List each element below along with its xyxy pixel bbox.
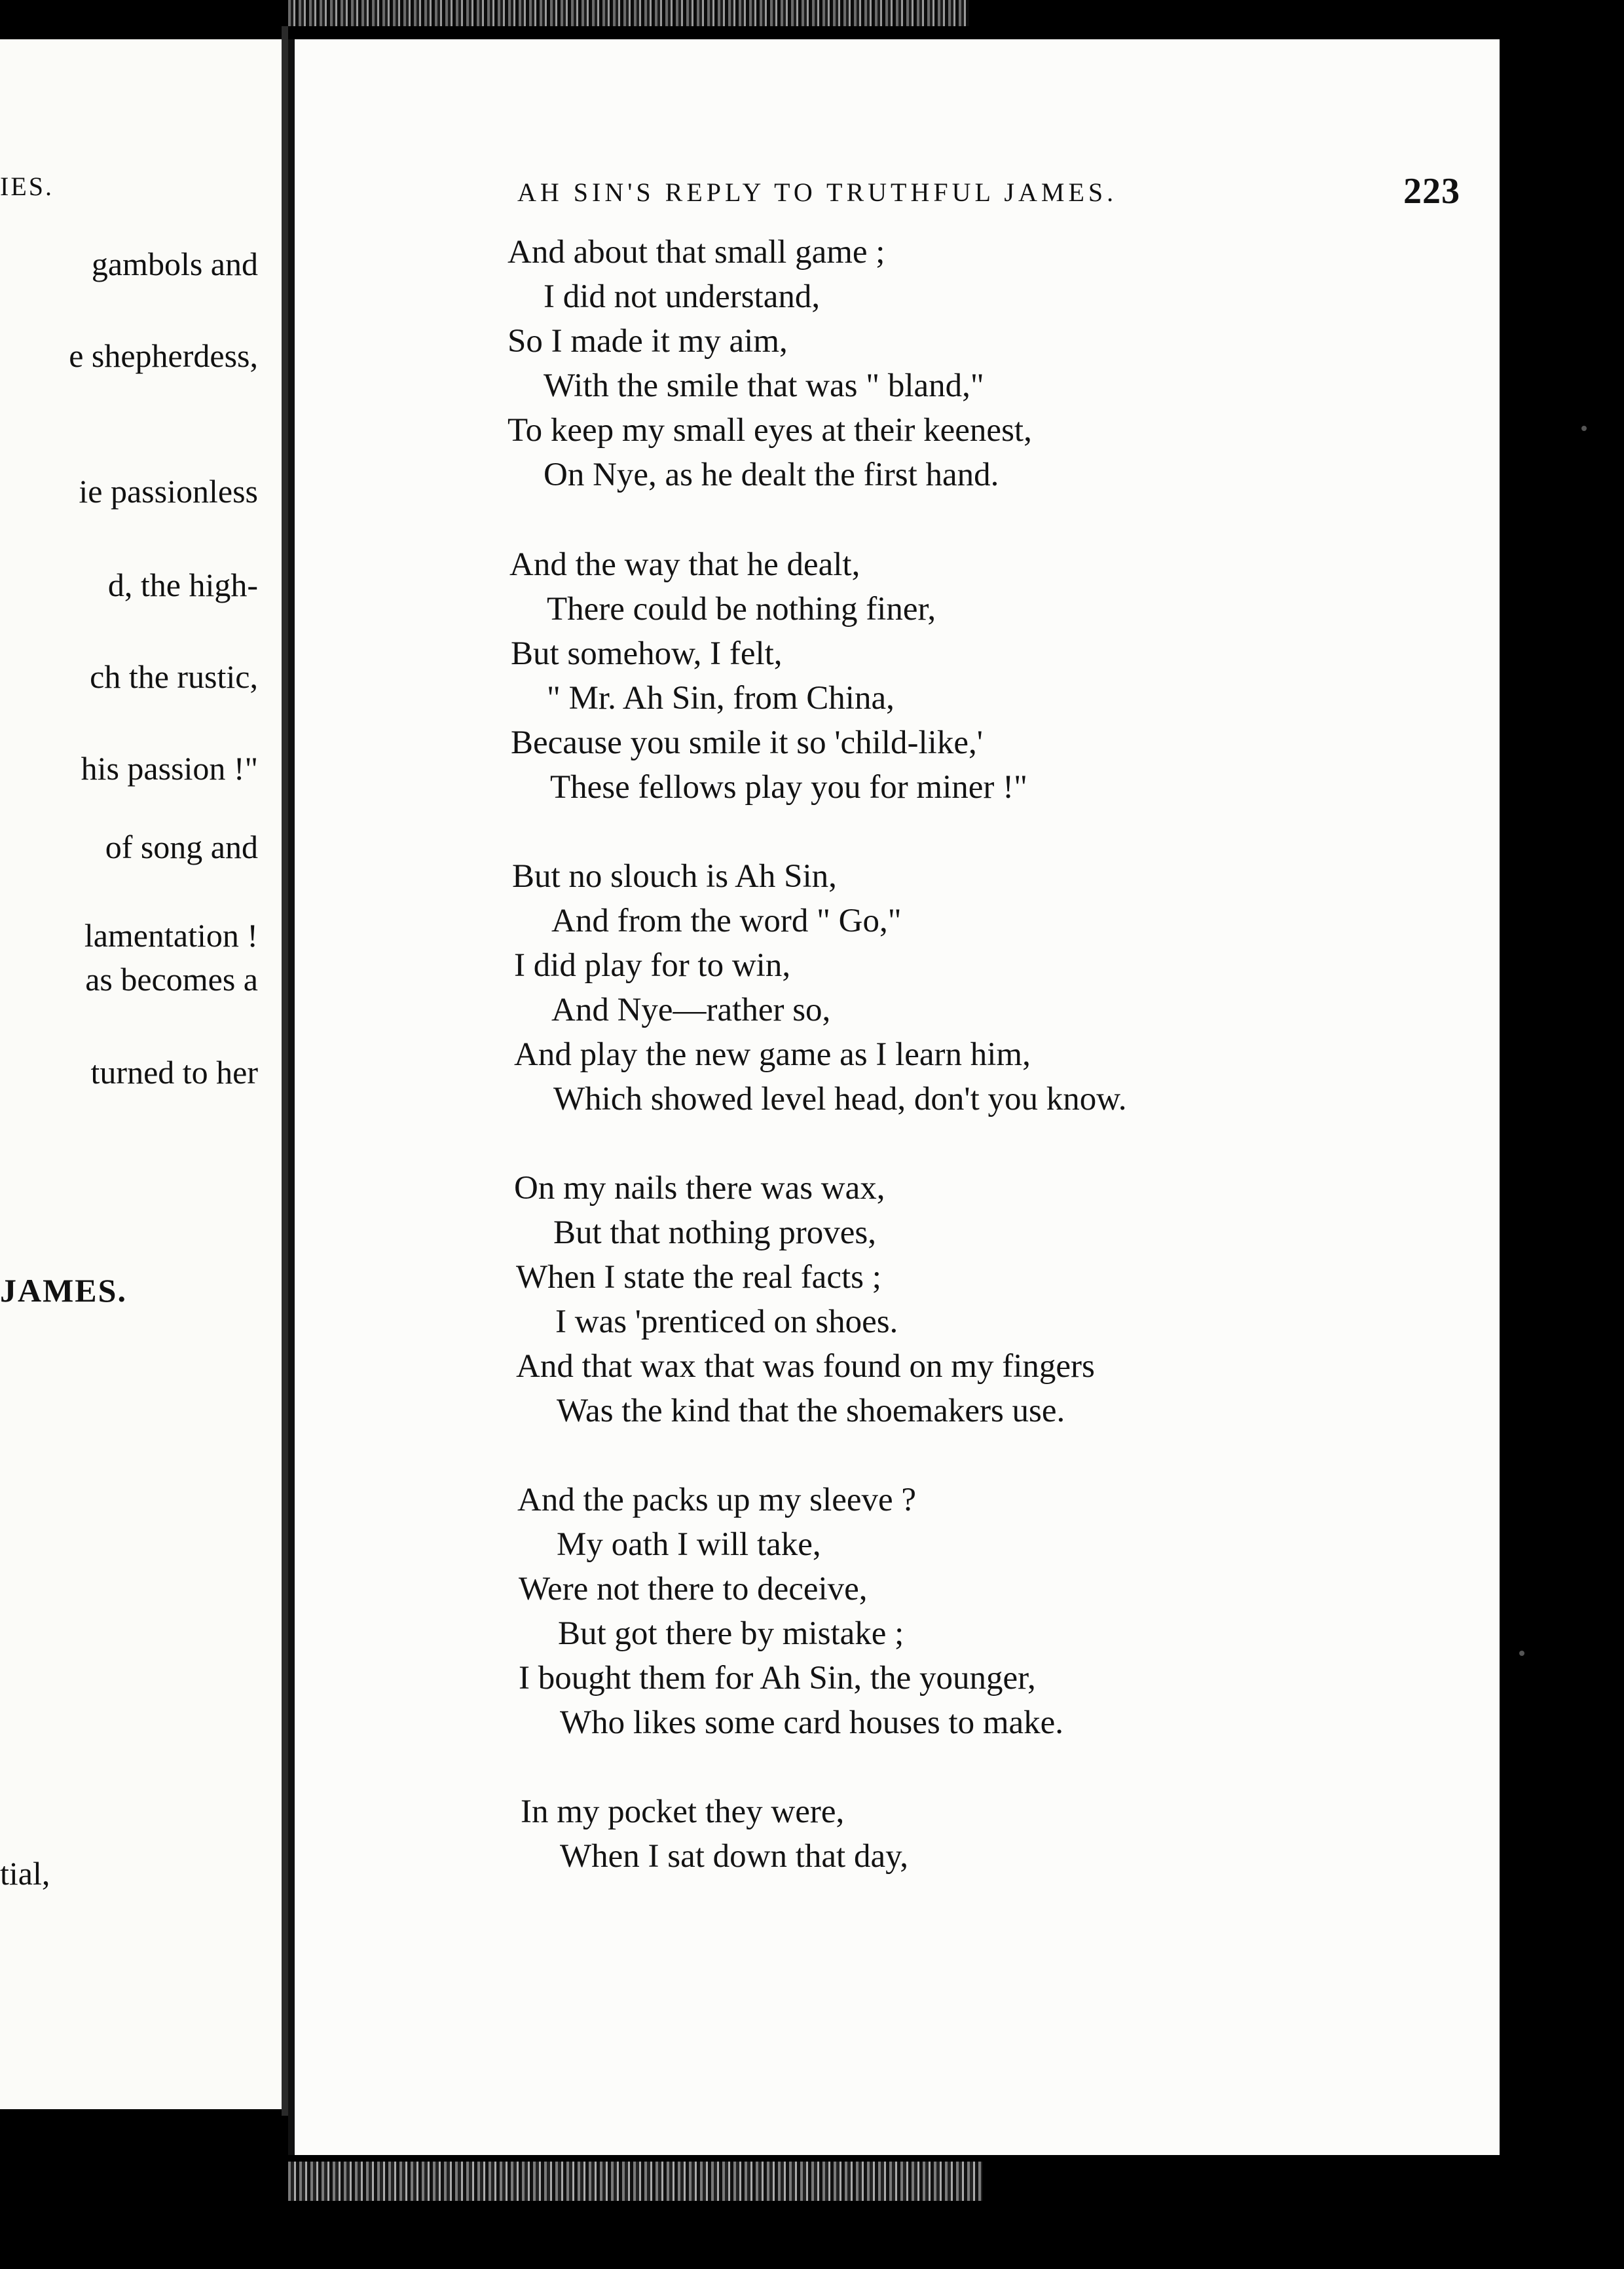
poem-line: And from the word " Go," xyxy=(551,903,902,939)
poem-line: Because you smile it so 'child-like,' xyxy=(511,724,983,761)
poem-line: These fellows play you for miner !" xyxy=(550,769,1027,806)
paper-speck xyxy=(1519,1651,1524,1656)
binding-edge-top xyxy=(288,0,969,26)
poem-line: Who likes some card houses to make. xyxy=(560,1704,1064,1741)
left-line: his passion !" xyxy=(81,750,258,787)
poem-line: And Nye—rather so, xyxy=(551,992,831,1028)
left-section-heading-fragment: JAMES. xyxy=(0,1272,127,1309)
poem-line: And the way that he dealt, xyxy=(509,546,860,583)
left-line: lamentation ! xyxy=(84,917,258,954)
left-line: ch the rustic, xyxy=(90,658,258,695)
poem-line: But no slouch is Ah Sin, xyxy=(512,858,837,895)
binding-edge-bottom xyxy=(288,2162,982,2201)
left-line: as becomes a xyxy=(85,961,258,998)
poem-line: I did not understand, xyxy=(544,278,821,315)
left-line: e shepherdess, xyxy=(69,337,258,374)
poem-line: There could be nothing finer, xyxy=(547,591,936,628)
poem-line: And play the new game as I learn him, xyxy=(514,1036,1031,1073)
poem-line: On my nails there was wax, xyxy=(514,1170,885,1207)
poem-line: Was the kind that the shoemakers use. xyxy=(557,1393,1065,1429)
poem-line: To keep my small eyes at their keenest, xyxy=(507,412,1032,449)
poem-line: On Nye, as he dealt the first hand. xyxy=(544,457,999,493)
poem-line: And the packs up my sleeve ? xyxy=(517,1482,916,1518)
poem-line: I was 'prenticed on shoes. xyxy=(555,1303,898,1340)
left-line: tial, xyxy=(0,1855,50,1892)
poem-line: My oath I will take, xyxy=(557,1526,821,1563)
left-line: of song and xyxy=(105,829,258,865)
poem-line: Which showed level head, don't you know. xyxy=(553,1081,1127,1117)
left-line: ie passionless xyxy=(79,473,258,510)
left-line: d, the high- xyxy=(107,567,258,603)
left-running-header-fragment: IES. xyxy=(0,172,54,201)
poem-line: With the smile that was " bland," xyxy=(544,367,984,404)
running-header xyxy=(517,170,1460,216)
book-page-223 xyxy=(288,39,1500,2155)
poem-line: But got there by mistake ; xyxy=(558,1615,904,1652)
poem-line: I did play for to win, xyxy=(514,947,791,984)
poem-line: When I state the real facts ; xyxy=(516,1259,881,1296)
poem-line: In my pocket they were, xyxy=(521,1793,845,1830)
previous-page-fragment xyxy=(0,39,282,2109)
left-line: turned to her xyxy=(90,1054,258,1091)
page-number: 223 xyxy=(1403,171,1460,212)
running-header-title: AH SIN'S REPLY TO TRUTHFUL JAMES. xyxy=(517,178,1118,207)
poem-line: And about that small game ; xyxy=(507,234,885,271)
poem-line: But somehow, I felt, xyxy=(511,635,783,672)
poem-line: " Mr. Ah Sin, from China, xyxy=(547,680,895,717)
poem-line: Were not there to deceive, xyxy=(519,1571,868,1607)
page-gutter xyxy=(282,26,288,2116)
poem-line: And that wax that was found on my fingers xyxy=(516,1348,1095,1385)
poem-line: So I made it my aim, xyxy=(507,323,788,360)
paper-speck xyxy=(1581,426,1587,431)
poem-line: When I sat down that day, xyxy=(560,1838,909,1875)
left-line: gambols and xyxy=(91,246,258,282)
poem-line: I bought them for Ah Sin, the younger, xyxy=(519,1660,1036,1697)
poem-line: But that nothing proves, xyxy=(553,1214,876,1251)
